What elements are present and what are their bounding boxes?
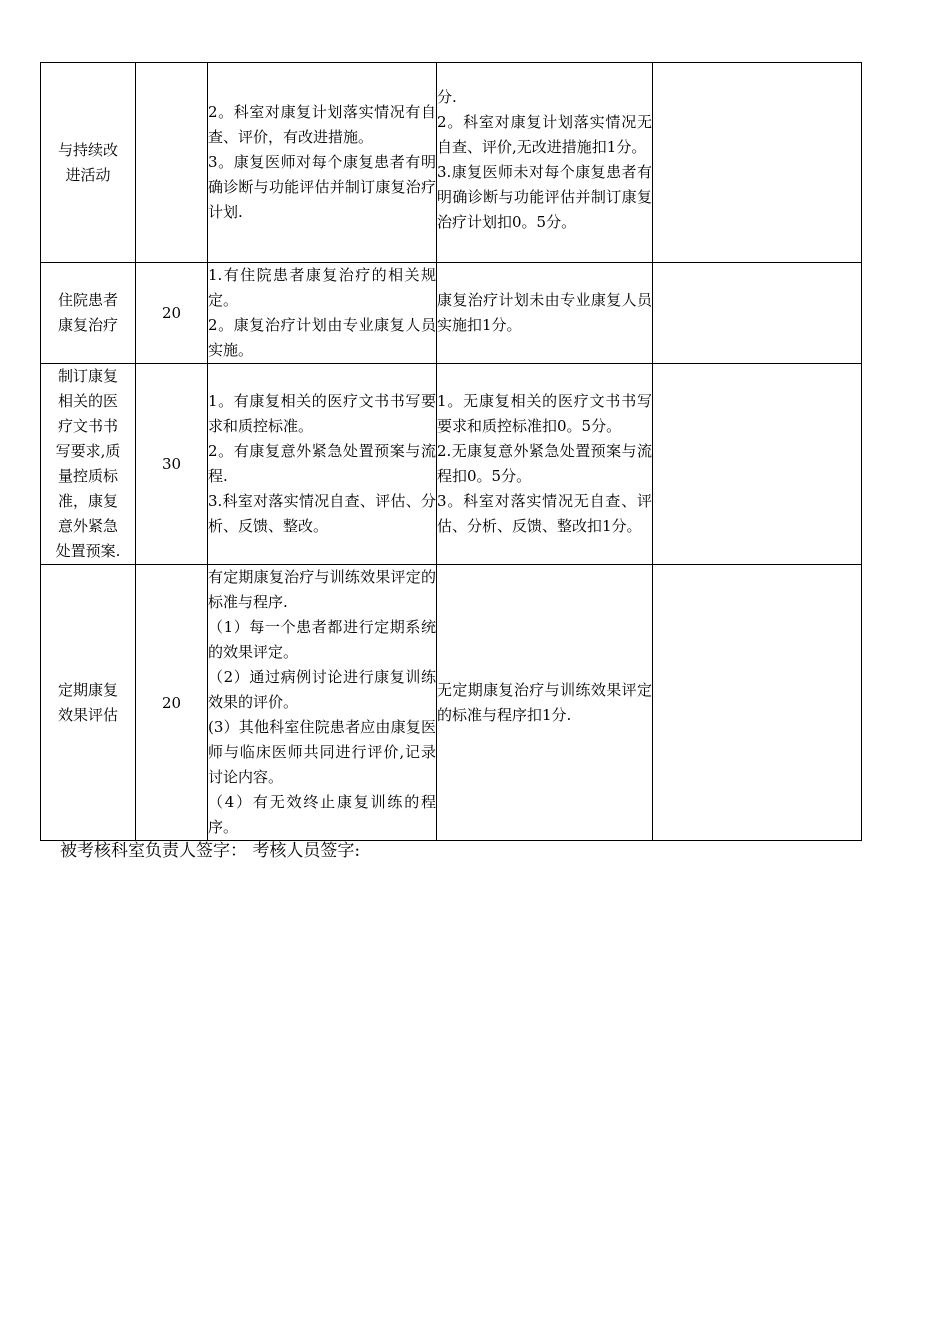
signature-line: 被考核科室负责人签字： 考核人员签字:: [60, 841, 361, 861]
deduction-cell: 无定期康复治疗与训练效果评定的标准与程序扣1分.: [437, 565, 653, 841]
standard-cell: 1。有康复相关的医疗文书书写要求和质控标准。 2。有康复意外紧急处置预案与流程. 3.科室对落实情况自查、评估、分析、反馈、整改。: [208, 364, 437, 565]
table-row: [41, 263, 862, 364]
category-cell: 与持续改 进活动: [41, 63, 136, 263]
table-row: [41, 565, 862, 841]
standard-cell: 有定期康复治疗与训练效果评定的标准与程序. （1）每一个患者都进行定期系统的效果评定。 （2）通过病例讨论进行康复训练效果的评价。 (3）其他科室住院患者应由康复医师与临床医师共同进行评价,记录讨论内容。 （4）有无效终止康复训练的程序。: [208, 565, 437, 841]
remark-cell: [653, 364, 862, 565]
standard-cell: 2。科室对康复计划落实情况有自查、评价，有改进措施。 3。康复医师对每个康复患者有明确诊断与功能评估并制订康复治疗计划.: [208, 63, 437, 263]
standard-cell: 1.有住院患者康复治疗的相关规定。 2。康复治疗计划由专业康复人员实施。: [208, 263, 437, 364]
remark-cell: [653, 63, 862, 263]
remark-cell: [653, 565, 862, 841]
score-cell: 20: [136, 565, 208, 841]
score-cell: 30: [136, 364, 208, 565]
category-cell: 住院患者 康复治疗: [41, 263, 136, 364]
category-cell: 定期康复 效果评估: [41, 565, 136, 841]
score-cell: 20: [136, 263, 208, 364]
assessment-table: [40, 62, 862, 841]
deduction-cell: 分. 2。科室对康复计划落实情况无自查、评价,无改进措施扣1分。 3.康复医师未对每个康复患者有明确诊断与功能评估并制订康复治疗计划扣0。5分。: [437, 63, 653, 263]
deduction-cell: 1。无康复相关的医疗文书书写要求和质控标准扣0。5分。 2.无康复意外紧急处置预案与流程扣0。5分。 3。科室对落实情况无自查、评估、分析、反馈、整改扣1分。: [437, 364, 653, 565]
deduction-cell: 康复治疗计划未由专业康复人员实施扣1分。: [437, 263, 653, 364]
score-cell: [136, 63, 208, 263]
remark-cell: [653, 263, 862, 364]
table-row: [41, 364, 862, 565]
table-row: [41, 63, 862, 263]
category-cell: 制订康复 相关的医 疗文书书 写要求,质 量控质标 准，康复 意外紧急 处置预案.: [41, 364, 136, 565]
